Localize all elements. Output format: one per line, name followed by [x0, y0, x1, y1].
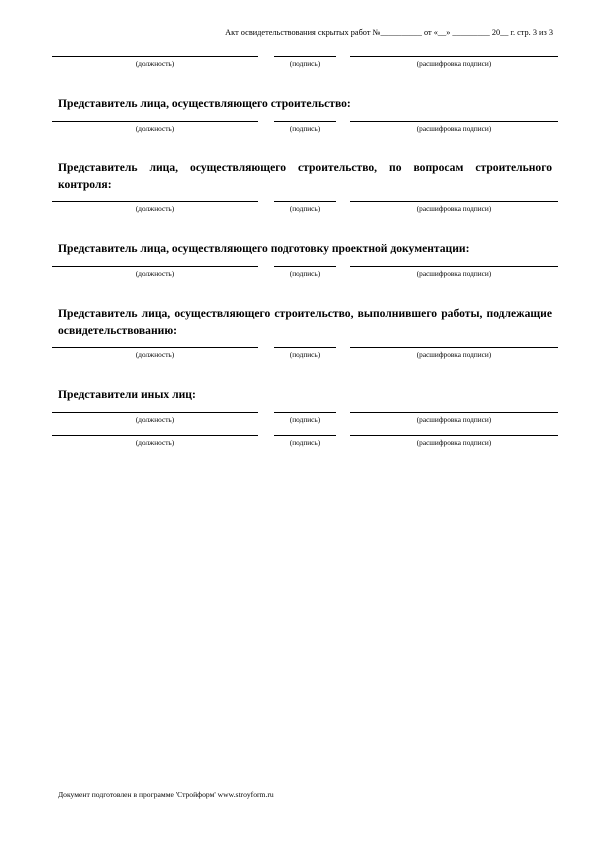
section-heading-builder: Представитель лица, осуществляющего строительство: [58, 97, 351, 110]
signature-line [274, 121, 336, 122]
decoding-line [350, 347, 558, 348]
position-caption: (должность) [135, 350, 175, 359]
position-line [52, 435, 258, 436]
decoding-line [350, 435, 558, 436]
signature-caption: (подпись) [289, 124, 321, 133]
signature-row [52, 347, 558, 367]
position-caption: (должность) [135, 124, 175, 133]
decoding-line [350, 266, 558, 267]
signature-row [52, 435, 558, 455]
decoding-caption: (расшифровка подписи) [416, 269, 492, 278]
section-heading-contractor: Представитель лица, осуществляющего строительство, выполнившего работы, подлежащие освидетельствованию: [58, 307, 552, 337]
signature-row [52, 266, 558, 286]
signature-line [274, 347, 336, 348]
signature-line [274, 56, 336, 57]
page-header: Акт освидетельствования скрытых работ №__________ от «__» _________ 20__ г. стр. 3 из 3 [225, 28, 553, 37]
signature-line [274, 201, 336, 202]
position-line [52, 266, 258, 267]
section-heading-construction-control: Представитель лица, осуществляющего строительство, по вопросам строительного контроля: [58, 161, 552, 191]
decoding-caption: (расшифровка подписи) [416, 59, 492, 68]
section-heading-other-parties: Представители иных лиц: [58, 388, 196, 401]
decoding-line [350, 412, 558, 413]
signature-caption: (подпись) [289, 204, 321, 213]
signature-row [52, 121, 558, 141]
page-footer: Документ подготовлен в программе 'Стройформ' www.stroyform.ru [58, 790, 274, 799]
signature-line [274, 435, 336, 436]
signature-line [274, 266, 336, 267]
decoding-caption: (расшифровка подписи) [416, 415, 492, 424]
position-caption: (должность) [135, 415, 175, 424]
decoding-caption: (расшифровка подписи) [416, 124, 492, 133]
signature-row [52, 56, 558, 76]
signature-row [52, 412, 558, 432]
decoding-line [350, 56, 558, 57]
signature-caption: (подпись) [289, 269, 321, 278]
position-caption: (должность) [135, 269, 175, 278]
signature-row [52, 201, 558, 221]
position-line [52, 121, 258, 122]
signature-caption: (подпись) [289, 415, 321, 424]
position-caption: (должность) [135, 204, 175, 213]
decoding-caption: (расшифровка подписи) [416, 204, 492, 213]
decoding-caption: (расшифровка подписи) [416, 350, 492, 359]
signature-line [274, 412, 336, 413]
position-line [52, 56, 258, 57]
decoding-caption: (расшифровка подписи) [416, 438, 492, 447]
signature-caption: (подпись) [289, 438, 321, 447]
signature-caption: (подпись) [289, 350, 321, 359]
decoding-line [350, 201, 558, 202]
position-caption: (должность) [135, 59, 175, 68]
section-heading-design: Представитель лица, осуществляющего подготовку проектной документации: [58, 242, 470, 255]
decoding-line [350, 121, 558, 122]
position-caption: (должность) [135, 438, 175, 447]
position-line [52, 412, 258, 413]
signature-caption: (подпись) [289, 59, 321, 68]
position-line [52, 201, 258, 202]
position-line [52, 347, 258, 348]
